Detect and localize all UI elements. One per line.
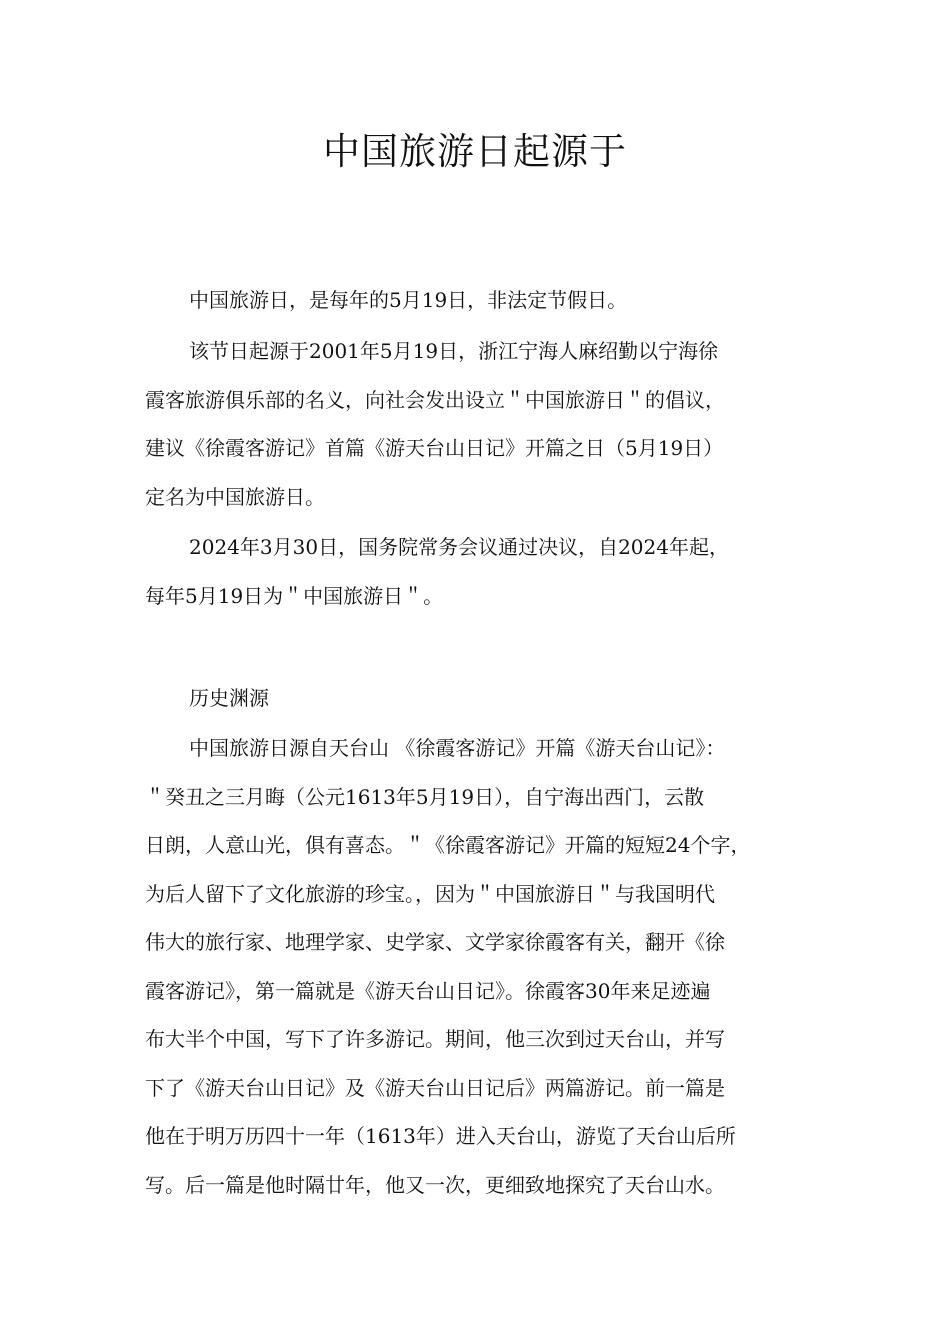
paragraph-line: 他在于明万历四十一年（1613年）进入天台山，游览了天台山后所	[145, 1124, 736, 1148]
paragraph-line: 布大半个中国，写下了许多游记。期间，他三次到过天台山，并写	[145, 1027, 725, 1051]
paragraph-line: 为后人留下了文化旅游的珍宝。，因为＂中国旅游日＂与我国明代	[145, 881, 715, 906]
paragraph-line: 2024年3月30日，国务院常务会议通过决议，自2024年起，	[189, 535, 729, 559]
paragraph-line: 建议《徐霞客游记》首篇《游天台山日记》开篇之日（5月19日）	[145, 436, 724, 460]
paragraph-line: 定名为中国旅游日。	[145, 484, 325, 509]
paragraph-line: ＂癸丑之三月晦（公元1613年5月19日），自宁海出西门，云散	[145, 784, 705, 809]
history-heading	[145, 674, 825, 723]
page-title: 中国旅游日起源于	[323, 130, 627, 173]
paragraph-line: 该节日起源于2001年5月19日，浙江宁海人麻绍勤以宁海徐	[189, 339, 719, 363]
paragraph-line: 霞客旅游俱乐部的名义，向社会发出设立＂中国旅游日＂的倡议，	[145, 387, 725, 412]
paragraph-line: 中国旅游日，是每年的5月19日，非法定节假日。	[189, 288, 628, 312]
paragraph-line: 伟大的旅行家、地理学家、史学家、文学家徐霞客有关，翻开《徐	[145, 930, 725, 954]
paragraph-line: 日朗，人意山光，俱有喜态。＂《徐霞客游记》开篇的短短24个字，	[145, 833, 751, 857]
paragraph-line: 写。后一篇是他时隔廿年，他又一次，更细致地探究了天台山水。	[145, 1172, 725, 1197]
intro-paragraph	[145, 276, 825, 325]
history-paragraph	[145, 724, 825, 1209]
paragraph-line: 中国旅游日源自天台山 《徐霞客游记》开篇《游天台山记》：	[189, 736, 726, 760]
section-heading: 历史渊源	[189, 686, 269, 710]
paragraph-line: 霞客游记》，第一篇就是《游天台山日记》。徐霞客30年来足迹遍	[145, 978, 711, 1003]
paragraph-line: 下了《游天台山日记》及《游天台山日记后》两篇游记。前一篇是	[145, 1075, 725, 1100]
decision-paragraph	[145, 523, 825, 620]
origin-paragraph	[145, 327, 825, 521]
paragraph-line: 每年5月19日为＂中国旅游日＂。	[145, 583, 444, 608]
